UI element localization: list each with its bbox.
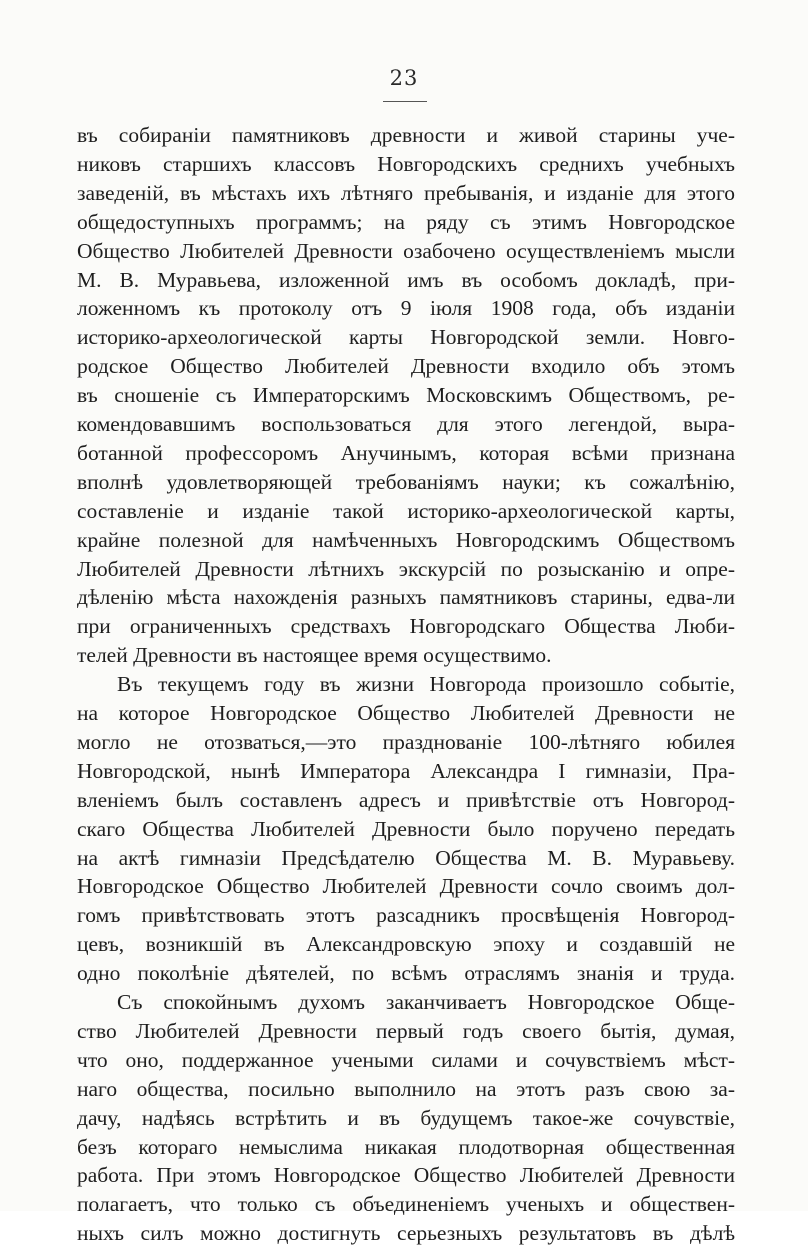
text-line: что оно, поддержанное учеными силами и сочувствіемъ мѣст- xyxy=(77,1047,735,1072)
text-line: Общество Любителей Древности озабочено осуществленіемъ мысли xyxy=(77,238,735,263)
text-line: М. В. Муравьева, изложенной имъ въ особомъ докладѣ, при- xyxy=(77,267,735,292)
text-line: полагаетъ, что только съ объединеніемъ ученыхъ и обществен- xyxy=(77,1192,735,1217)
text-line: одно поколѣніе дѣятелей, по всѣмъ отраслямъ знанія и труда. xyxy=(77,961,735,986)
text-line: гомъ привѣтствовать этотъ разсадникъ просвѣщенія Новгород- xyxy=(77,903,735,928)
text-line: въ собираніи памятниковъ древности и живой старины уче- xyxy=(77,123,735,147)
text-line: въ сношеніе съ Императорскимъ Московскимъ Обществомъ, ре- xyxy=(77,383,735,408)
text-line: вполнѣ удовлетворяющей требованіямъ науки; къ сожалѣнію, xyxy=(77,469,735,494)
text-line: скаго Общества Любителей Древности было поручено передать xyxy=(77,816,735,841)
text-line: Въ текущемъ году въ жизни Новгорода произошло событіе, xyxy=(117,672,735,697)
text-line: ложенномъ къ протоколу отъ 9 іюля 1908 года, объ изданіи xyxy=(77,296,735,321)
text-line: дачу, надѣясь встрѣтить и въ будущемъ такое-же сочувствіе, xyxy=(77,1105,735,1130)
text-line: дѣленію мѣста нахожденія разныхъ памятниковъ старины, едва-ли xyxy=(77,585,735,610)
text-line: никовъ старшихъ классовъ Новгородскихъ среднихъ учебныхъ xyxy=(77,151,735,176)
text-line: Новгородское Общество Любителей Древности сочло своимъ дол- xyxy=(77,874,735,899)
text-line: ныхъ силъ можно достигнуть серьезныхъ результатовъ въ дѣлѣ xyxy=(77,1221,735,1246)
text-line: историко-археологической карты Новгородской земли. Новго- xyxy=(77,325,735,350)
text-line: наго общества, посильно выполнило на этотъ разъ свою за- xyxy=(77,1076,735,1101)
text-line: ство Любителей Древности первый годъ своего бытія, думая, xyxy=(77,1018,735,1043)
text-line: заведеній, въ мѣстахъ ихъ лѣтняго пребыванія, и изданіе для этого xyxy=(77,180,735,205)
text-line: работа. При этомъ Новгородское Общество Любителей Древности xyxy=(77,1163,735,1188)
text-line: телей Древности въ настоящее время осуществимо. xyxy=(77,643,552,668)
text-line: комендовавшимъ воспользоваться для этого легендой, выра- xyxy=(77,412,735,436)
text-line: Любителей Древности лѣтнихъ экскурсій по розысканію и опре- xyxy=(77,556,735,581)
page-number: 23 xyxy=(389,66,419,90)
text-line: на актѣ гимназіи Предсѣдателю Общества М. В. Муравьеву. xyxy=(77,845,735,870)
text-line: ботанной профессоромъ Анучинымъ, которая всѣми признана xyxy=(77,440,735,465)
text-line: родское Общество Любителей Древности входило объ этомъ xyxy=(77,354,735,379)
text-line: вленіемъ былъ составленъ адресъ и привѣтствіе отъ Новгород- xyxy=(77,787,735,812)
text-line: могло не отозваться,—это празднованіе 100-лѣтняго юбилея xyxy=(77,729,735,754)
text-line: крайне полезной для намѣченныхъ Новгородскимъ Обществомъ xyxy=(77,527,735,552)
text-line: общедоступныхъ программъ; на ряду съ этимъ Новгородское xyxy=(77,209,735,234)
text-line: безъ котораго немыслима никакая плодотворная общественная xyxy=(77,1134,735,1159)
text-line: Съ спокойнымъ духомъ заканчиваетъ Новгородское Обще- xyxy=(117,990,735,1014)
text-line: Новгородской, нынѣ Императора Александра I гимназіи, Пра- xyxy=(77,758,735,783)
text-line: составленіе и изданіе такой историко-археологической карты, xyxy=(77,498,735,523)
text-line: при ограниченныхъ средствахъ Новгородскаго Общества Люби- xyxy=(77,614,735,639)
text-line: на которое Новгородское Общество Любителей Древности не xyxy=(77,701,735,725)
page-number-rule xyxy=(383,101,427,102)
text-line: цевъ, возникшій въ Александровскую эпоху и создавшій не xyxy=(77,932,735,957)
